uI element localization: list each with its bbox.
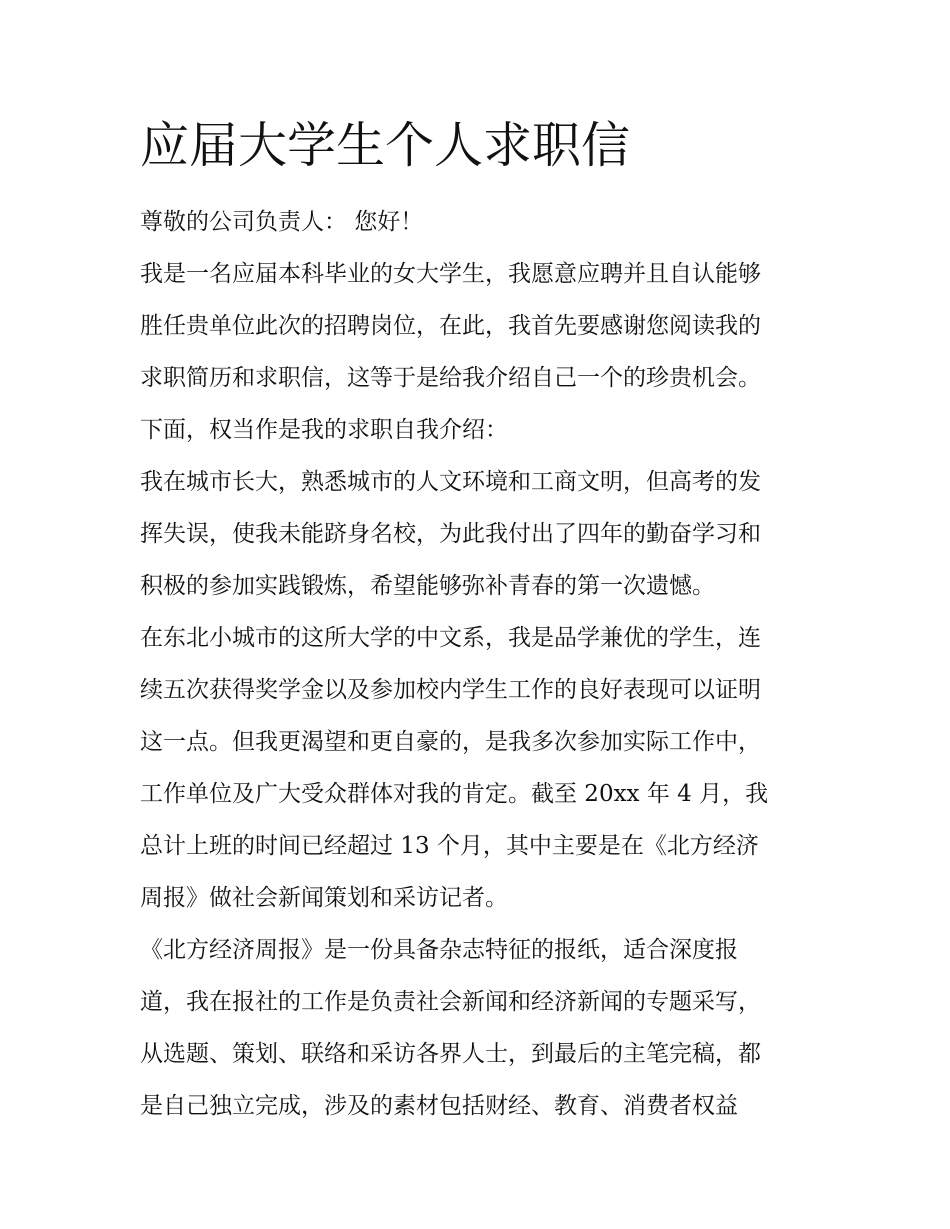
document-body <box>140 196 820 1132</box>
body-line: 我是一名应届本科毕业的女大学生，我愿意应聘并且自认能够 <box>140 261 761 287</box>
body-line: 下面，权当作是我的求职自我介绍： <box>140 417 508 443</box>
body-line: 道，我在报社的工作是负责社会新闻和经济新闻的专题采写， <box>140 989 761 1015</box>
body-line: 续五次获得奖学金以及参加校内学生工作的良好表现可以证明 <box>140 677 761 703</box>
body-line: 周报》做社会新闻策划和采访记者。 <box>140 885 508 911</box>
salutation-line: 尊敬的公司负责人： 您好！ <box>140 209 424 235</box>
body-line: 从选题、策划、联络和采访各界人士，到最后的主笔完稿，都 <box>140 1041 761 1067</box>
body-line: 积极的参加实践锻炼，希望能够弥补青春的第一次遗憾。 <box>140 573 715 599</box>
body-line: 求职简历和求职信，这等于是给我介绍自己一个的珍贵机会。 <box>140 365 761 391</box>
document-title: 应届大学生个人求职信 <box>140 117 631 174</box>
body-line: 胜任贵单位此次的招聘岗位，在此，我首先要感谢您阅读我的 <box>140 313 761 339</box>
body-line: 《北方经济周报》是一份具备杂志特征的报纸，适合深度报 <box>140 937 738 963</box>
body-line: 挥失误，使我未能跻身名校，为此我付出了四年的勤奋学习和 <box>140 521 761 547</box>
body-line: 这一点。但我更渴望和更自豪的，是我多次参加实际工作中， <box>140 729 761 755</box>
body-line: 是自己独立完成，涉及的素材包括财经、教育、消费者权益 <box>140 1093 738 1119</box>
body-line: 我在城市长大，熟悉城市的人文环境和工商文明，但高考的发 <box>140 469 761 495</box>
body-line: 工作单位及广大受众群体对我的肯定。截至 20xx 年 4 月，我 <box>140 781 769 807</box>
body-line: 在东北小城市的这所大学的中文系，我是品学兼优的学生，连 <box>140 625 761 651</box>
body-line: 总计上班的时间已经超过 13 个月，其中主要是在《北方经济 <box>140 833 759 859</box>
